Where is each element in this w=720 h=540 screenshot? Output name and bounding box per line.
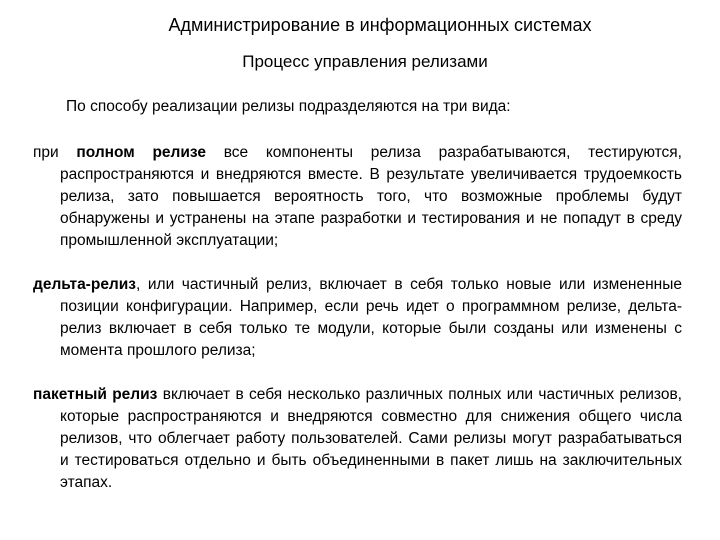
item-prefix: при [33, 144, 77, 161]
release-types-list [33, 142, 682, 516]
list-item-full-release [33, 142, 682, 252]
intro-text: По способу реализации релизы подразделяются на три вида: [66, 98, 511, 115]
item-text: , или частичный релиз, включает в себя только новые или измененные позиции конфигурации. Например, если речь идет о программном релизе, дельта-релиз включает в себя только те модули, которые были созданы или изменены с момента прошлого релиза; [60, 276, 682, 359]
item-text: все компоненты релиза разрабатываются, тестируются, распространяются и внедряются вместе. В результате увеличивается трудоемкость релиза, зато повышается вероятность того, что возможные проблемы будут обнаружены и устранены на этапе разработки и тестирования и не попадут в среду промышленной эксплуатации; [60, 144, 682, 249]
header-title: Администрирование в информационных системах [168, 15, 592, 35]
slide-title: Процесс управления релизами [242, 52, 488, 71]
list-item-delta-release [33, 274, 682, 362]
item-term: дельта-релиз [33, 276, 137, 293]
item-text: включает в себя несколько различных полных или частичных релизов, которые распространяются и внедряются совместно для снижения общего числа релизов, что облегчает работу пользователей. Сами релизы могут разрабатываться и тестироваться отдельно и быть объединенными в пакет лишь на заключительных этапах. [60, 386, 682, 491]
item-term: пакетный релиз [33, 386, 158, 403]
list-item-package-release [33, 384, 682, 494]
item-term: полном релизе [76, 144, 207, 161]
